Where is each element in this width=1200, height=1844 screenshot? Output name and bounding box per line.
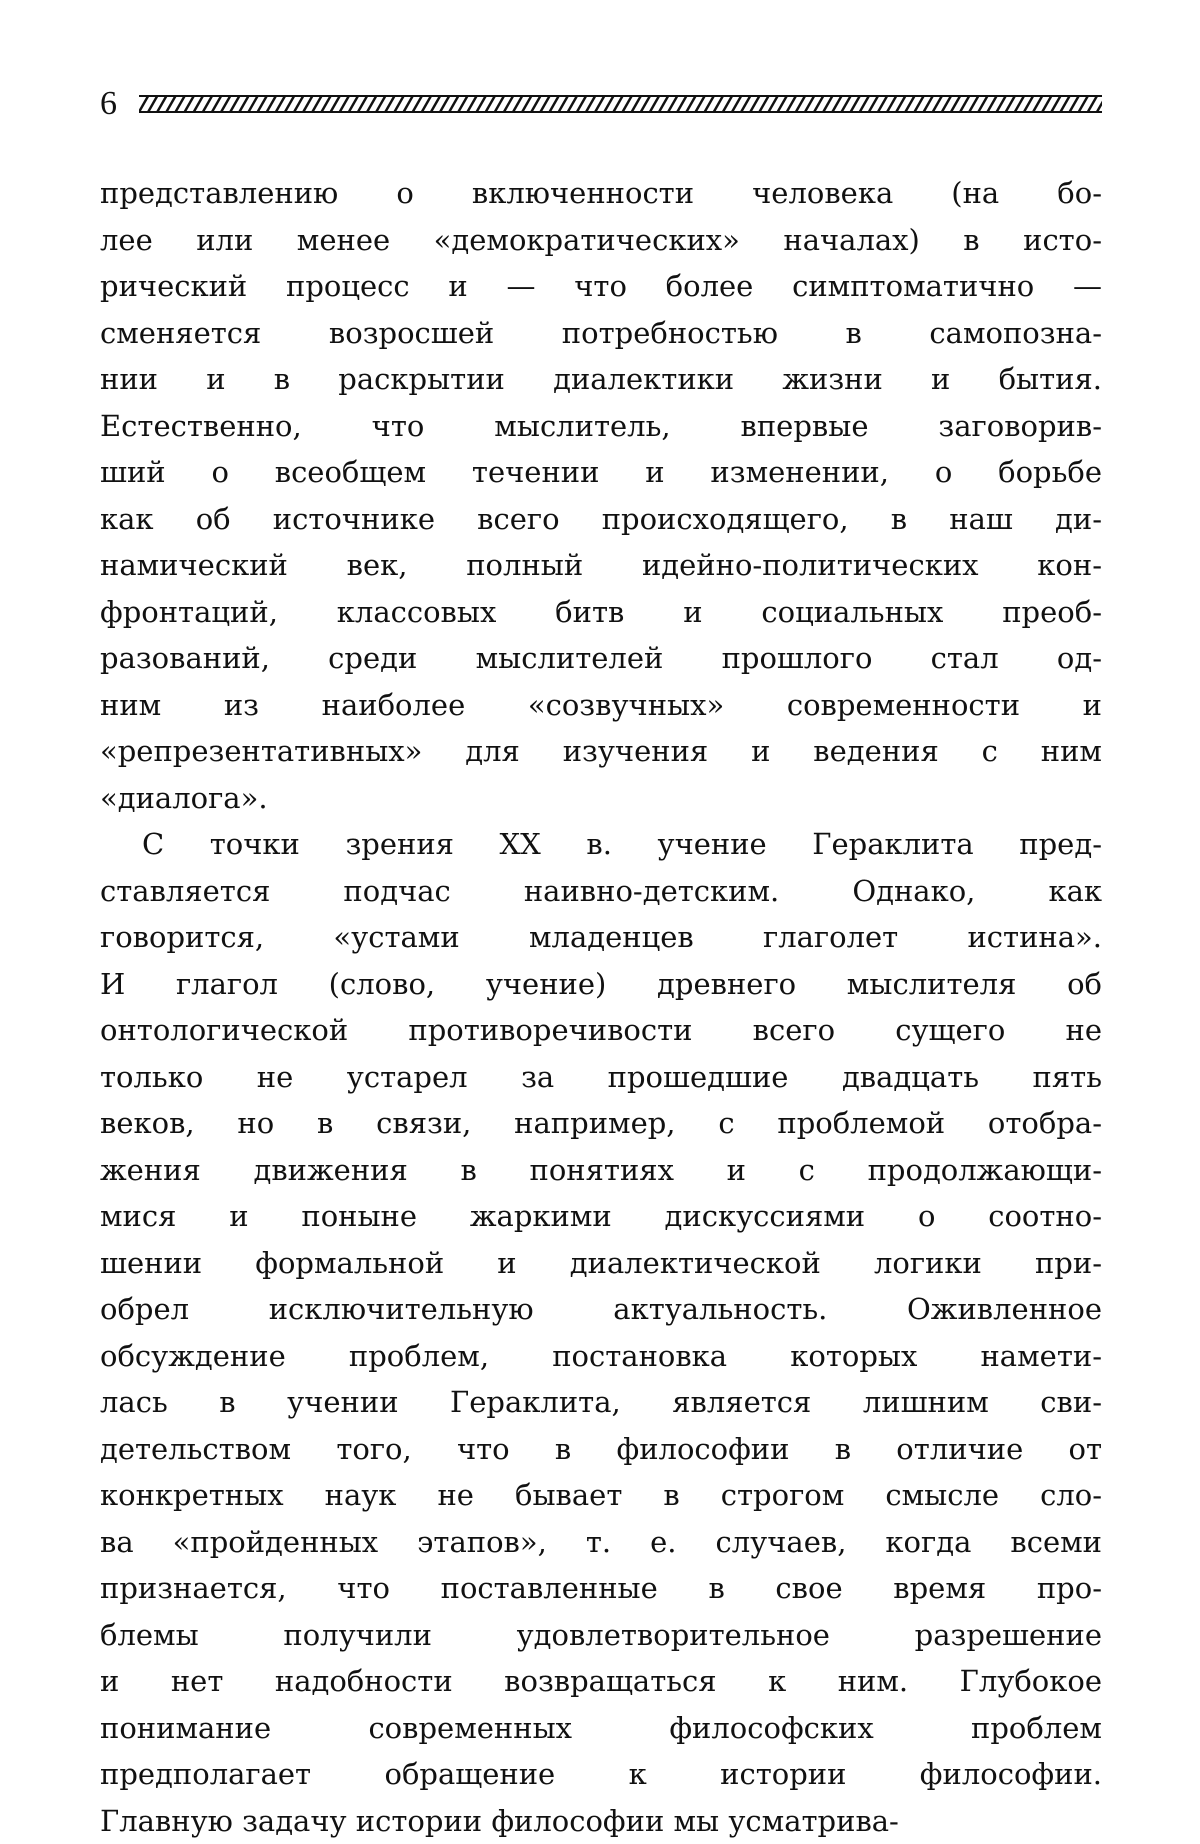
text-line: ва «пройденных этапов», т. е. случаев, когда всеми bbox=[100, 1519, 1102, 1566]
text-line: жения движения в понятиях и с продолжающи- bbox=[100, 1147, 1102, 1194]
decorative-rule-icon bbox=[139, 93, 1102, 115]
text-line: говорится, «устами младенцев глаголет истина». bbox=[100, 914, 1102, 961]
text-line: С точки зрения XX в. учение Гераклита пред- bbox=[100, 821, 1102, 868]
text-line: блемы получили удовлетворительное разрешение bbox=[100, 1612, 1102, 1659]
text-line: только не устарел за прошедшие двадцать пять bbox=[100, 1054, 1102, 1101]
text-line: онтологической противоречивости всего сущего не bbox=[100, 1007, 1102, 1054]
paragraph bbox=[100, 170, 1102, 821]
text-line: «репрезентативных» для изучения и ведения с ним bbox=[100, 728, 1102, 775]
text-line: И глагол (слово, учение) древнего мыслителя об bbox=[100, 961, 1102, 1008]
text-line: обрел исключительную актуальность. Оживленное bbox=[100, 1286, 1102, 1333]
text-line: ший о всеобщем течении и изменении, о борьбе bbox=[100, 449, 1102, 496]
body-text bbox=[100, 170, 1102, 1844]
text-line: лась в учении Гераклита, является лишним сви- bbox=[100, 1379, 1102, 1426]
text-line: как об источнике всего происходящего, в наш ди- bbox=[100, 496, 1102, 543]
running-header bbox=[100, 82, 1102, 126]
text-line: и нет надобности возвращаться к ним. Глубокое bbox=[100, 1658, 1102, 1705]
text-line: конкретных наук не бывает в строгом смысле сло- bbox=[100, 1472, 1102, 1519]
text-line: ним из наиболее «созвучных» современности и bbox=[100, 682, 1102, 729]
text-line: нии и в раскрытии диалектики жизни и бытия. bbox=[100, 356, 1102, 403]
text-line: рический процесс и — что более симптоматично — bbox=[100, 263, 1102, 310]
text-line: обсуждение проблем, постановка которых намети- bbox=[100, 1333, 1102, 1380]
text-line: детельством того, что в философии в отличие от bbox=[100, 1426, 1102, 1473]
page-number: 6 bbox=[100, 87, 117, 121]
text-line: «диалога». bbox=[100, 775, 1102, 822]
text-line: сменяется возросшей потребностью в самопозна- bbox=[100, 310, 1102, 357]
text-line: понимание современных философских проблем bbox=[100, 1705, 1102, 1752]
text-line: мися и поныне жаркими дискуссиями о соотно- bbox=[100, 1193, 1102, 1240]
text-line: лее или менее «демократических» началах) в исто- bbox=[100, 217, 1102, 264]
text-line: намический век, полный идейно-политических кон- bbox=[100, 542, 1102, 589]
text-line: ставляется подчас наивно-детским. Однако, как bbox=[100, 868, 1102, 915]
text-line: признается, что поставленные в свое время про- bbox=[100, 1565, 1102, 1612]
text-line: веков, но в связи, например, с проблемой отобра- bbox=[100, 1100, 1102, 1147]
text-line: разований, среди мыслителей прошлого стал од- bbox=[100, 635, 1102, 682]
paragraph bbox=[100, 821, 1102, 1844]
text-line: Главную задачу истории философии мы усматрива- bbox=[100, 1798, 1102, 1844]
text-line: Естественно, что мыслитель, впервые заговорив- bbox=[100, 403, 1102, 450]
text-line: шении формальной и диалектической логики при- bbox=[100, 1240, 1102, 1287]
text-line: представлению о включенности человека (на бо- bbox=[100, 170, 1102, 217]
text-line: предполагает обращение к истории философии. bbox=[100, 1751, 1102, 1798]
text-line: фронтаций, классовых битв и социальных преоб- bbox=[100, 589, 1102, 636]
